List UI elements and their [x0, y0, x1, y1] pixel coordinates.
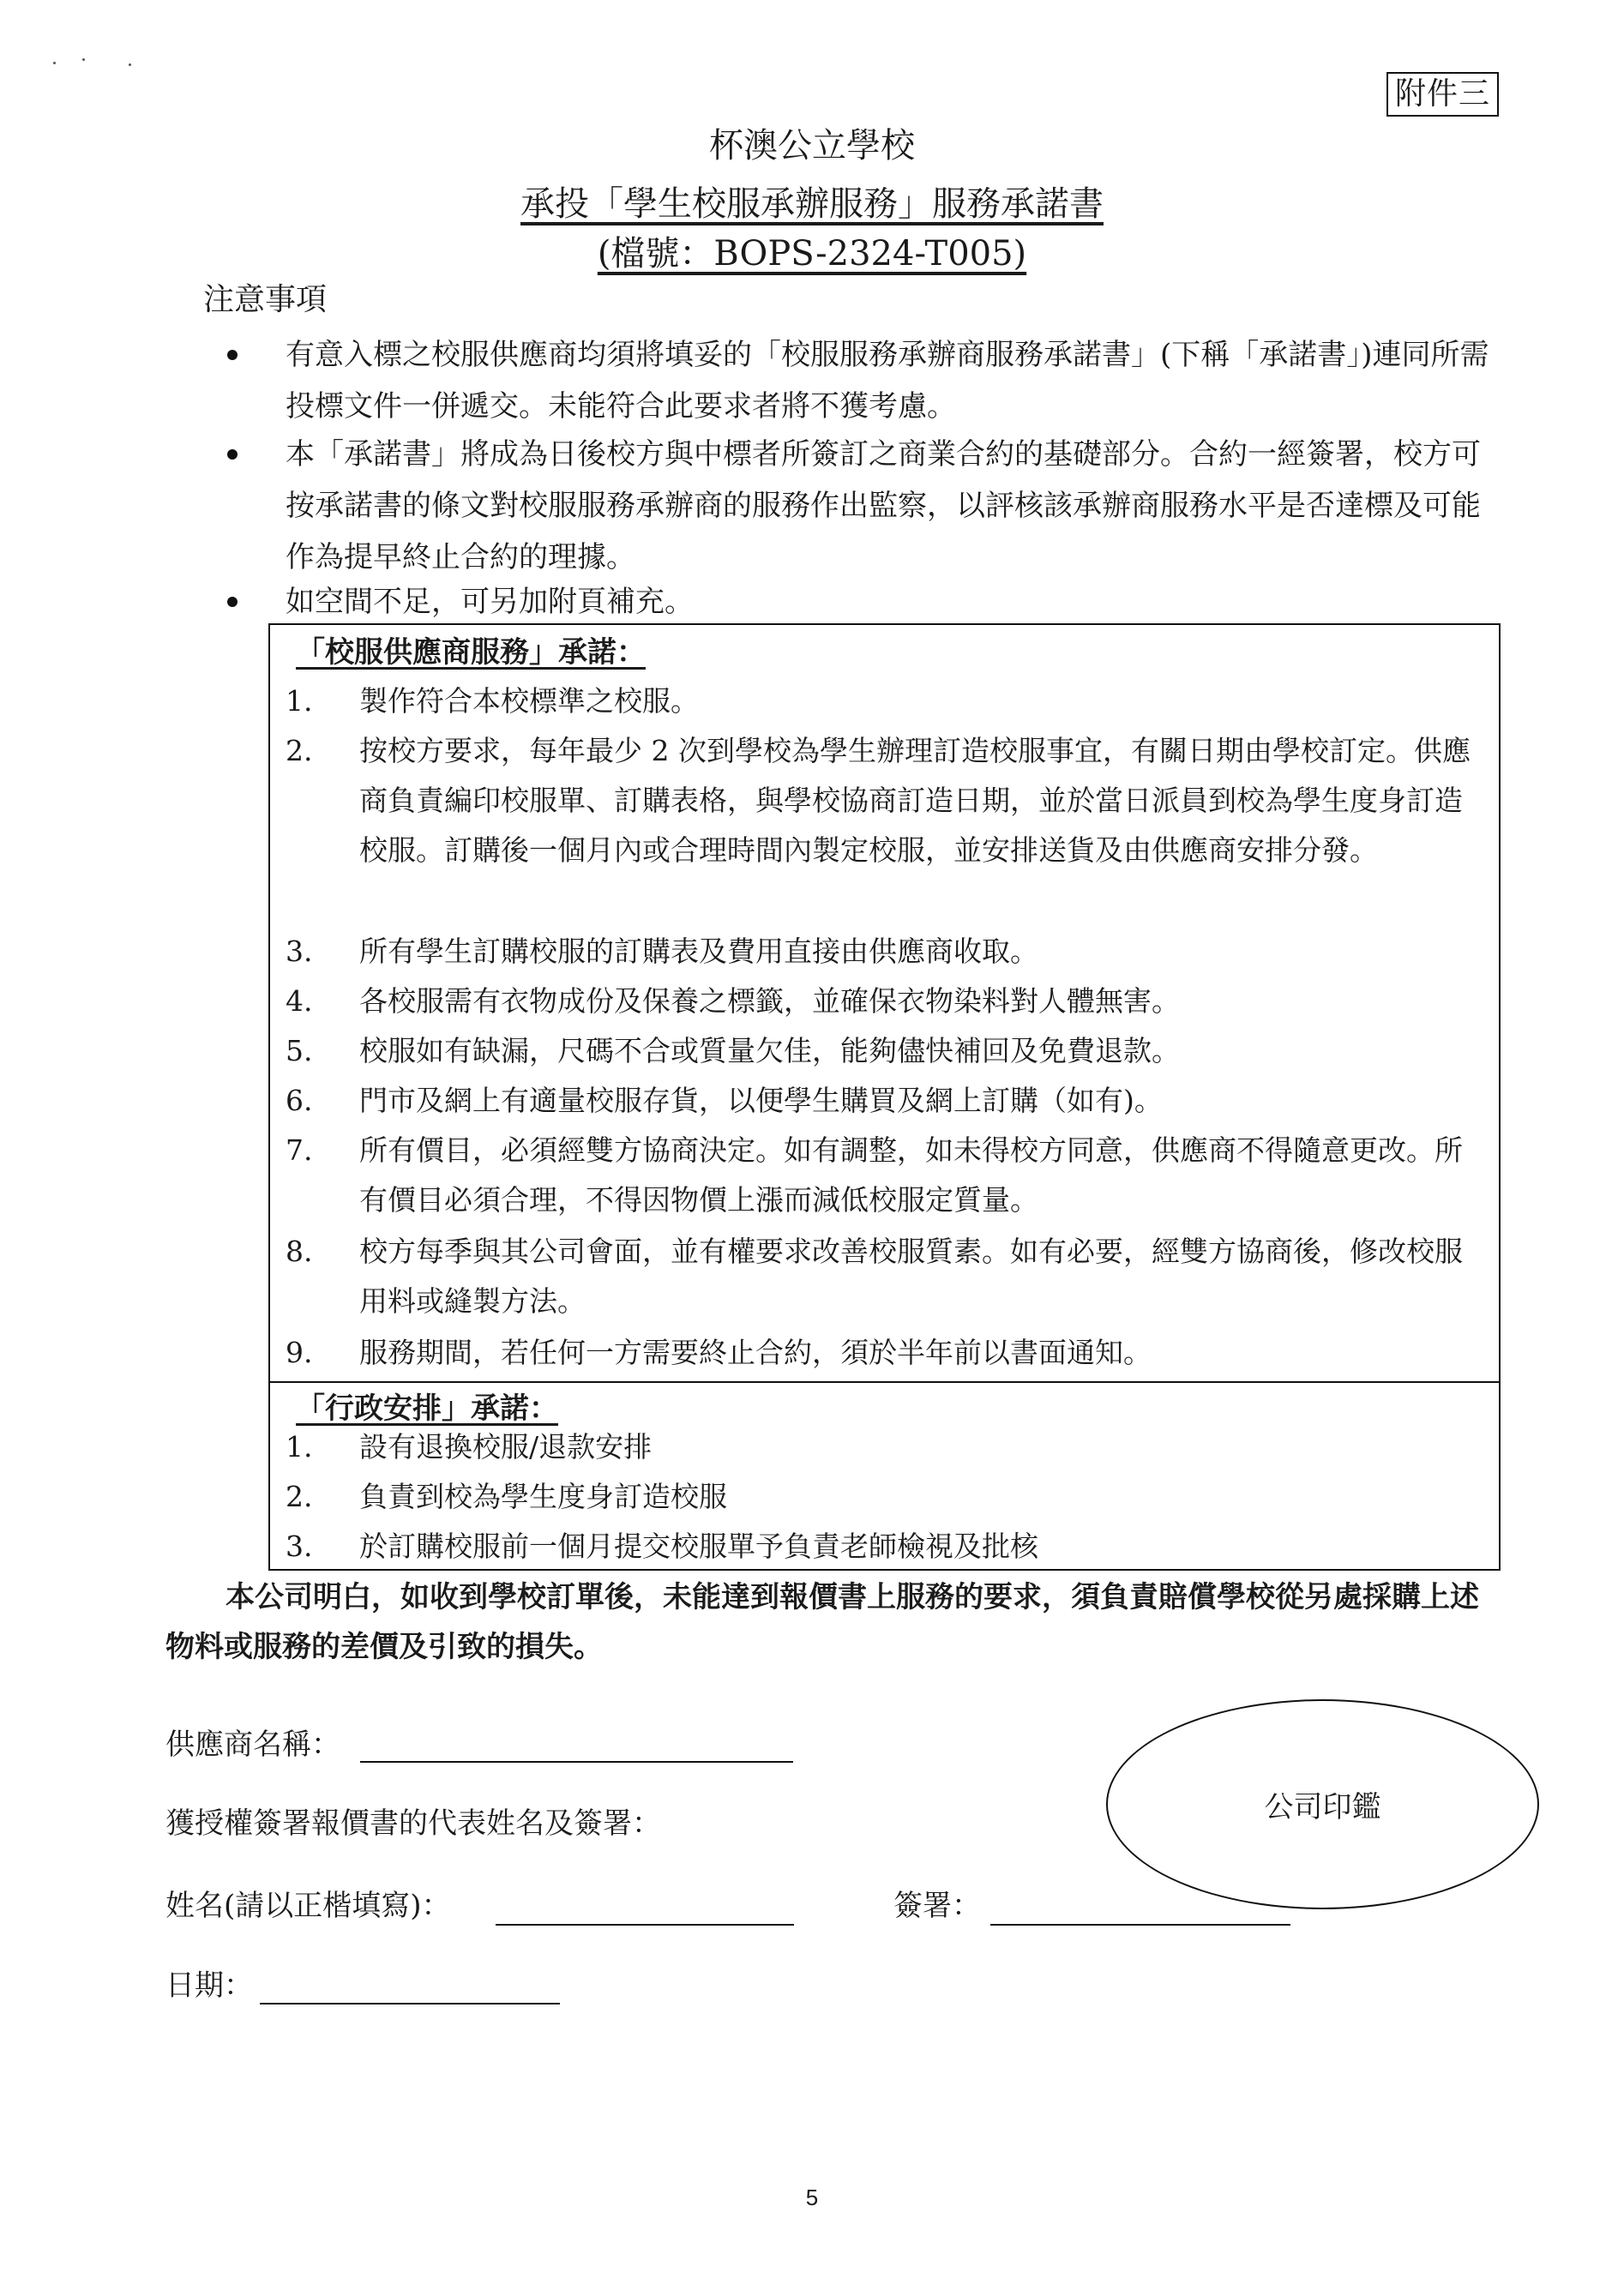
supplier-clause: [286, 676, 1486, 726]
notes-item-text: 本「承諾書」將成為日後校方與中標者所簽訂之商業合約的基礎部分。合約一經簽署，校方可按承諾書的條文對校服服務承辦商的服務作出監察，以評核該承辦商服務水平是否達標及可能作為提早終止合約的理據。: [286, 437, 1481, 574]
clause-text: 門市及網上有適量校服存貨，以便學生購買及網上訂購（如有)。: [359, 1084, 1163, 1117]
clause-number: 9.: [286, 1336, 313, 1369]
supplier-clause: [286, 927, 1486, 977]
supplier-name-field[interactable]: [360, 1761, 793, 1763]
admin-clause: [286, 1522, 1486, 1572]
school-name: 杯澳公立學校: [709, 126, 915, 165]
authorized-signatory-label: 獲授權簽署報價書的代表姓名及簽署：: [165, 1806, 661, 1841]
supplier-clause: [286, 1328, 1486, 1378]
clause-text: 所有學生訂購校服的訂購表及費用直接由供應商收取。: [359, 935, 1038, 968]
section-divider: [270, 1381, 1499, 1383]
supplier-clause: [286, 1126, 1486, 1225]
scan-speck: [129, 63, 131, 66]
bullet-icon: [227, 350, 238, 360]
notes-item-text: 有意入標之校服供應商均須將填妥的「校服服務承辦商服務承諾書」(下稱「承諾書」)連同所需投標文件一併遞交。未能符合此要求者將不獲考慮。: [286, 338, 1489, 424]
signature-label: 簽署：: [893, 1889, 981, 1923]
bullet-icon: [227, 597, 238, 607]
clause-number: 6.: [286, 1084, 313, 1117]
attachment-label: 附件三: [1386, 72, 1499, 117]
supplier-clause: [286, 1026, 1486, 1076]
clause-number: 2.: [286, 734, 313, 767]
clause-text: 負責到校為學生度身訂造校服: [359, 1480, 727, 1513]
signature-field[interactable]: [990, 1924, 1290, 1926]
supplier-clause: [286, 726, 1486, 875]
bullet-icon: [227, 449, 238, 460]
file-number: (檔號：BOPS-2324-T005): [597, 234, 1027, 273]
name-label: 姓名(請以正楷填寫)：: [165, 1889, 451, 1923]
supplier-clause: [286, 977, 1486, 1026]
clause-number: 7.: [286, 1133, 313, 1167]
clause-number: 1.: [286, 1430, 313, 1464]
clause-text: 製作符合本校標準之校服。: [359, 684, 699, 718]
notes-item: [227, 329, 1496, 432]
clause-text: 各校服需有衣物成份及保養之標籤，並確保衣物染料對人體無害。: [359, 984, 1180, 1018]
clause-number: 5.: [286, 1034, 313, 1067]
scan-speck: [53, 62, 56, 64]
clause-number: 4.: [286, 984, 313, 1018]
admin-clause: [286, 1472, 1486, 1522]
clause-number: 8.: [286, 1235, 313, 1268]
company-seal-area: [1106, 1699, 1539, 1909]
notes-item: [227, 576, 1496, 628]
admin-section-title: 「行政安排」承諾：: [296, 1391, 558, 1426]
clause-number: 3.: [286, 935, 313, 968]
scan-speck: [82, 58, 85, 61]
document-title: 承投「學生校服承辦服務」服務承諾書: [520, 184, 1104, 224]
clause-text: 於訂購校服前一個月提交校服單予負責老師檢視及批核: [359, 1530, 1038, 1563]
clause-text: 校方每季與其公司會面，並有權要求改善校服質素。如有必要，經雙方協商後，修改校服用料或縫製方法。: [359, 1235, 1463, 1318]
name-field[interactable]: [496, 1924, 794, 1926]
page-number: 5: [805, 2185, 819, 2210]
admin-clause: [286, 1422, 1486, 1472]
clause-text: 設有退換校服/退款安排: [359, 1430, 653, 1464]
date-label: 日期：: [165, 1968, 253, 2003]
commitment-box: [268, 623, 1501, 1571]
date-field[interactable]: [260, 2003, 560, 2004]
notes-item: [227, 429, 1496, 583]
clause-number: 2.: [286, 1480, 313, 1513]
supplier-name-label: 供應商名稱：: [165, 1728, 340, 1762]
clause-text: 所有價目，必須經雙方協商決定。如有調整，如未得校方同意，供應商不得隨意更改。所有價目必須合理，不得因物價上漲而減低校服定質量。: [359, 1133, 1463, 1217]
supplier-clause: [286, 1076, 1486, 1126]
notes-heading: 注意事項: [203, 282, 328, 317]
declaration-text: 本公司明白，如收到學校訂單後，未能達到報價書上服務的要求，須負責賠償學校從另處採購上述物料或服務的差價及引致的損失。: [165, 1580, 1479, 1664]
notes-item-text: 如空間不足，可另加附頁補充。: [286, 585, 694, 619]
supplier-section-title: 「校服供應商服務」承諾：: [296, 635, 646, 670]
clause-number: 3.: [286, 1530, 313, 1563]
seal-label: 公司印鑑: [1264, 1790, 1381, 1824]
clause-text: 按校方要求，每年最少 2 次到學校為學生辦理訂造校服事宜，有關日期由學校訂定。供應商負責編印校服單、訂購表格，與學校協商訂造日期，並於當日派員到校為學生度身訂造校服。訂購後一個月內或合理時間內製定校服，並安排送貨及由供應商安排分發。: [359, 734, 1471, 867]
supplier-clause: [286, 1227, 1486, 1326]
clause-text: 校服如有缺漏，尺碼不合或質量欠佳，能夠儘快補回及免費退款。: [359, 1034, 1180, 1067]
clause-number: 1.: [286, 684, 313, 718]
clause-text: 服務期間，若任何一方需要終止合約，須於半年前以書面通知。: [359, 1336, 1152, 1369]
